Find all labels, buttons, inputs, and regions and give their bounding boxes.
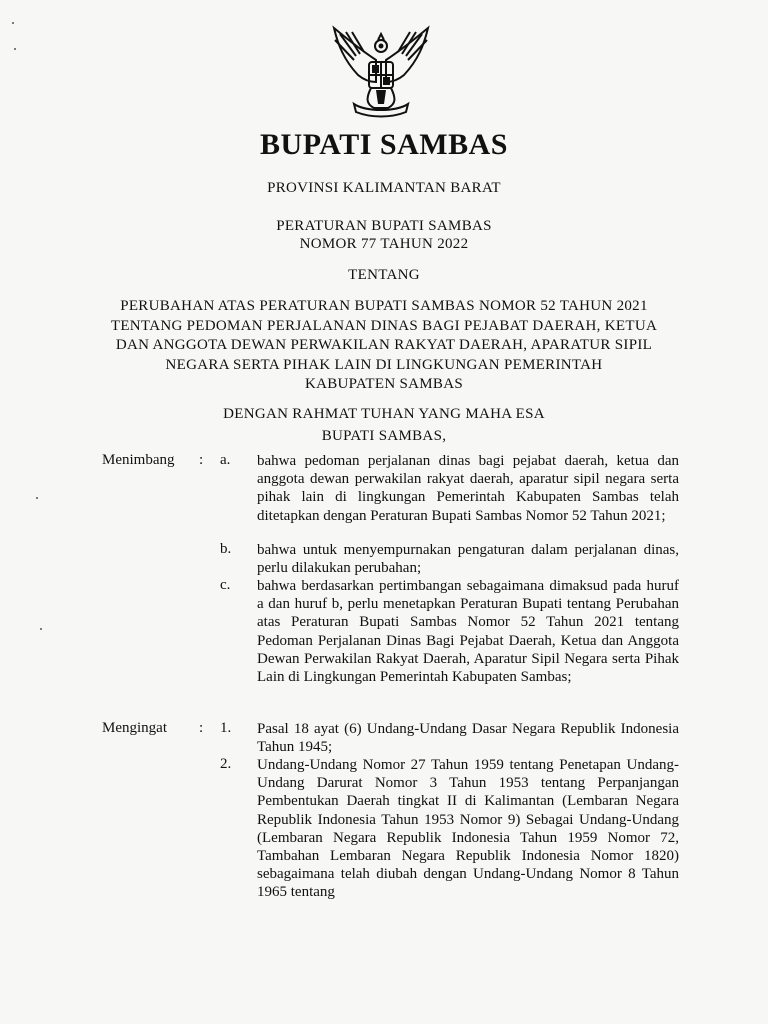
subject-line: TENTANG PEDOMAN PERJALANAN DINAS BAGI PEJABAT DAERAH, KETUA <box>110 317 658 334</box>
document-title: BUPATI SAMBAS <box>260 128 508 161</box>
about-heading: TENTANG <box>348 267 420 283</box>
mengingat-item-2: Undang-Undang Nomor 27 Tahun 1959 tentang Penetapan Undang-Undang Darurat Nomor 3 Tahun 1953 tentang Perpanjangan Pembentukan Daerah tingkat II di Kalimantan (Lembaran Negara Republik Indonesia Tahun 1953 Nomor 9) Sebagai Undang-Undang (Lembaran Negara Republik Indonesia Tahun 1959 Nomor 72, Tambahan Lembaran Negara Republik Indonesia Nomor 1820) sebagaimana telah diubah dengan Undang-Undang Nomor 8 Tahun 1965 tentang <box>257 757 679 901</box>
scan-speck <box>36 497 38 499</box>
mengingat-item-1: Pasal 18 ayat (6) Undang-Undang Dasar Negara Republik Indonesia Tahun 1945; <box>257 721 679 756</box>
item-marker: 2. <box>220 756 232 772</box>
scan-speck <box>40 628 42 630</box>
menimbang-colon: : <box>199 452 204 468</box>
regulation-line: PERATURAN BUPATI SAMBAS <box>276 218 492 234</box>
mengingat-label: Mengingat <box>102 720 167 736</box>
menimbang-item-b: bahwa untuk menyempurnakan pengaturan dalam perjalanan dinas, perlu dilakukan perubahan; <box>257 542 679 577</box>
mengingat-colon: : <box>199 720 204 736</box>
regulation-subject <box>0 297 768 395</box>
item-marker: b. <box>220 541 232 557</box>
province-line: PROVINSI KALIMANTAN BARAT <box>267 180 501 196</box>
scan-speck <box>12 22 14 24</box>
regulation-number: NOMOR 77 TAHUN 2022 <box>299 236 469 252</box>
menimbang-item-a: bahwa pedoman perjalanan dinas bagi pejabat daerah, ketua dan anggota dewan perwakilan rakyat daerah, aparatur sipil negara serta pihak lain di lingkungan Pemerintah Kabupaten Sambas telah ditetapkan dengan Peraturan Bupati Sambas Nomor 52 Tahun 2021; <box>257 453 679 524</box>
item-marker: 1. <box>220 720 232 736</box>
menimbang-item-c: bahwa berdasarkan pertimbangan sebagaimana dimaksud pada huruf a dan huruf b, perlu menetapkan Peraturan Bupati tentang Perubahan atas Peraturan Bupati Sambas Nomor 52 Tahun 2021 tentang Pedoman Perjalanan Dinas Bagi Pejabat Daerah, Ketua dan Anggota Dewan Perwakilan Rakyat Daerah, Aparatur Sipil Negara serta Pihak Lain di Lingkungan Pemerintah Kabupaten Sambas; <box>257 578 679 686</box>
scan-speck <box>14 48 16 50</box>
item-marker: c. <box>220 577 231 593</box>
official-line: BUPATI SAMBAS, <box>321 428 447 444</box>
garuda-emblem-icon <box>326 20 436 120</box>
subject-line: NEGARA SERTA PIHAK LAIN DI LINGKUNGAN PEMERINTAH <box>165 356 603 373</box>
subject-line: KABUPATEN SAMBAS <box>304 376 464 392</box>
menimbang-label: Menimbang <box>102 452 175 468</box>
subject-line: PERUBAHAN ATAS PERATURAN BUPATI SAMBAS NOMOR 52 TAHUN 2021 <box>120 298 648 314</box>
blessing-line: DENGAN RAHMAT TUHAN YANG MAHA ESA <box>223 406 545 422</box>
subject-line: DAN ANGGOTA DEWAN PERWAKILAN RAKYAT DAERAH, APARATUR SIPIL <box>115 337 653 353</box>
item-marker: a. <box>220 452 231 468</box>
